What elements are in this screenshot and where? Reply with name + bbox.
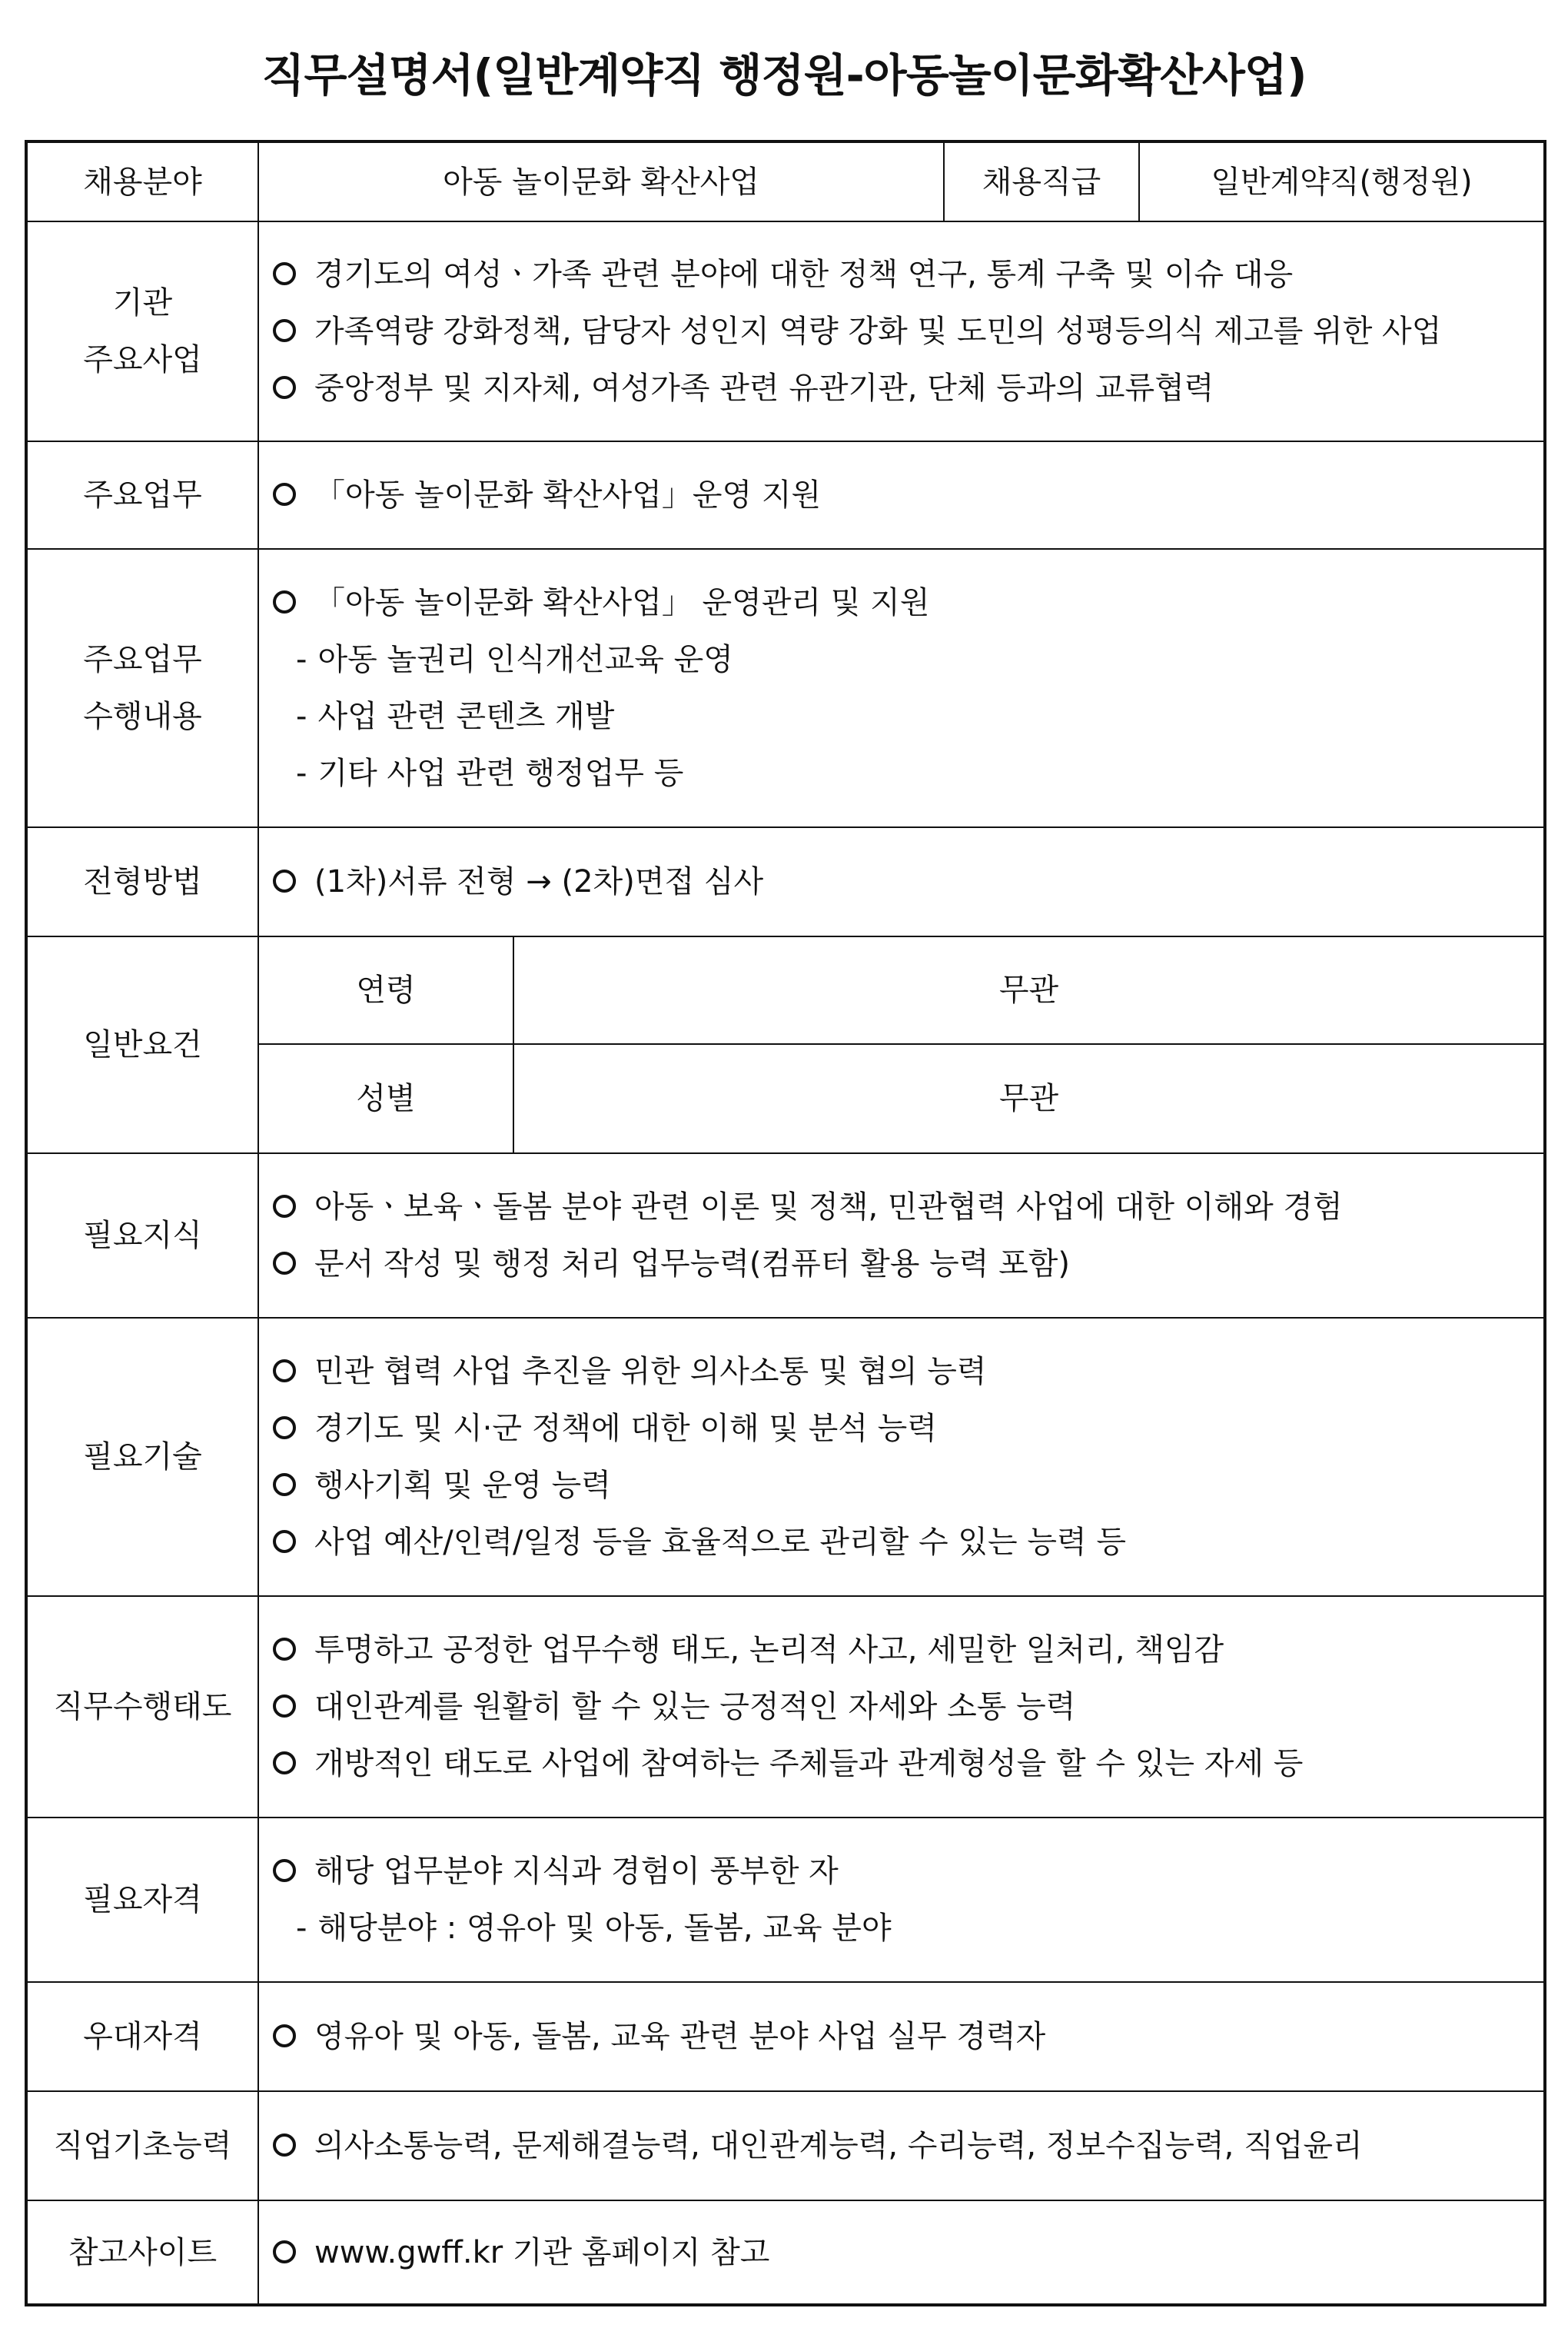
selection-label: 전형방법 <box>26 827 258 936</box>
main-duty-row <box>26 441 1545 549</box>
qualification-row <box>26 1818 1545 1982</box>
circle-bullet-icon <box>273 1473 296 1496</box>
circle-bullet-icon <box>273 376 296 399</box>
knowledge-content <box>258 1153 1545 1318</box>
dash-bullet-icon: - <box>296 699 307 734</box>
general-req-age-row <box>26 936 1545 1044</box>
reference-label: 참고사이트 <box>26 2200 258 2305</box>
selection-content <box>258 827 1545 936</box>
duty-detail-label-line2: 수행내용 <box>83 699 202 734</box>
circle-bullet-icon <box>273 590 296 614</box>
basic-ability-row <box>26 2091 1545 2200</box>
dash-bullet-icon: - <box>296 1911 307 1946</box>
knowledge-row <box>26 1153 1545 1318</box>
dash-bullet-icon: - <box>296 642 307 677</box>
grade-value: 일반계약직(행정원) <box>1139 141 1545 221</box>
circle-bullet-icon <box>273 1530 296 1553</box>
age-label: 연령 <box>258 936 513 1044</box>
list-item: 「아동 놀이문화 확산사업」 운영관리 및 지원 <box>273 574 1536 631</box>
attitude-label: 직무수행태도 <box>26 1596 258 1818</box>
circle-bullet-icon <box>273 870 296 893</box>
document-title: 직무설명서(일반계약직 행정원-아동놀이문화확산사업) <box>261 49 1307 101</box>
grade-label: 채용직급 <box>944 141 1139 221</box>
circle-bullet-icon <box>273 1416 296 1439</box>
skills-content <box>258 1318 1545 1596</box>
circle-bullet-icon <box>273 1252 296 1275</box>
job-description-table <box>25 140 1546 2306</box>
basic-ability-content <box>258 2091 1545 2200</box>
reference-content <box>258 2200 1545 2305</box>
attitude-row <box>26 1596 1545 1818</box>
basic-ability-label: 직업기초능력 <box>26 2091 258 2200</box>
circle-bullet-icon <box>273 1359 296 1382</box>
attitude-content <box>258 1596 1545 1818</box>
skills-label: 필요기술 <box>26 1318 258 1596</box>
org-business-label-line2: 주요사업 <box>83 342 202 377</box>
list-item: 민관 협력 사업 추진을 위한 의사소통 및 협의 능력 <box>273 1343 1536 1400</box>
circle-bullet-icon <box>273 319 296 342</box>
duty-detail-row <box>26 549 1545 827</box>
duty-detail-content <box>258 549 1545 827</box>
list-item: 아동ㆍ보육ㆍ돌봄 분야 관련 이론 및 정책, 민관협력 사업에 대한 이해와 경험 <box>273 1179 1536 1236</box>
list-item: 경기도의 여성ㆍ가족 관련 분야에 대한 정책 연구, 통계 구축 및 이슈 대응 <box>273 246 1536 303</box>
reference-row <box>26 2200 1545 2305</box>
age-value: 무관 <box>513 936 1545 1044</box>
gender-value: 무관 <box>513 1044 1545 1153</box>
list-item: 투명하고 공정한 업무수행 태도, 논리적 사고, 세밀한 일처리, 책임감 <box>273 1621 1536 1678</box>
sub-list-item: - 기타 사업 관련 행정업무 등 <box>273 745 1536 802</box>
circle-bullet-icon <box>273 1751 296 1774</box>
circle-bullet-icon <box>273 2024 296 2047</box>
skills-row <box>26 1318 1545 1596</box>
org-business-label-line1: 기관 <box>112 285 173 321</box>
circle-bullet-icon <box>273 1859 296 1882</box>
org-business-label <box>26 221 258 441</box>
qualification-label: 필요자격 <box>26 1818 258 1982</box>
selection-row <box>26 827 1545 936</box>
list-item: 해당 업무분야 지식과 경험이 풍부한 자 <box>273 1843 1536 1900</box>
org-business-content <box>258 221 1545 441</box>
circle-bullet-icon <box>273 1694 296 1718</box>
preferred-content <box>258 1982 1545 2091</box>
list-item: 가족역량 강화정책, 담당자 성인지 역량 강화 및 도민의 성평등의식 제고를 위한 사업 <box>273 303 1536 360</box>
list-item: 중앙정부 및 지자체, 여성가족 관련 유관기관, 단체 등과의 교류협력 <box>273 360 1536 417</box>
general-req-label: 일반요건 <box>26 936 258 1153</box>
main-duty-content <box>258 441 1545 549</box>
duty-detail-label-line1: 주요업무 <box>83 642 202 677</box>
qualification-content <box>258 1818 1545 1982</box>
preferred-row <box>26 1982 1545 2091</box>
list-item: www.gwff.kr 기관 홈페이지 참고 <box>273 2224 1536 2281</box>
preferred-label: 우대자격 <box>26 1982 258 2091</box>
list-item: 사업 예산/인력/일정 등을 효율적으로 관리할 수 있는 능력 등 <box>273 1514 1536 1571</box>
list-item: 행사기획 및 운영 능력 <box>273 1457 1536 1514</box>
list-item: 개방적인 태도로 사업에 참여하는 주체들과 관계형성을 할 수 있는 자세 등 <box>273 1735 1536 1792</box>
list-item: 「아동 놀이문화 확산사업」운영 지원 <box>273 467 1536 524</box>
circle-bullet-icon <box>273 2240 296 2263</box>
list-item: 대인관계를 원활히 할 수 있는 긍정적인 자세와 소통 능력 <box>273 1678 1536 1735</box>
main-duty-label: 주요업무 <box>26 441 258 549</box>
list-item: 경기도 및 시·군 정책에 대한 이해 및 분석 능력 <box>273 1400 1536 1457</box>
circle-bullet-icon <box>273 262 296 285</box>
circle-bullet-icon <box>273 2133 296 2157</box>
knowledge-label: 필요지식 <box>26 1153 258 1318</box>
circle-bullet-icon <box>273 1195 296 1218</box>
circle-bullet-icon <box>273 483 296 506</box>
sub-list-item: - 사업 관련 콘텐츠 개발 <box>273 688 1536 745</box>
header-row <box>26 141 1545 221</box>
duty-detail-label <box>26 549 258 827</box>
circle-bullet-icon <box>273 1638 296 1661</box>
list-item: (1차)서류 전형 → (2차)면접 심사 <box>273 853 1536 910</box>
field-label: 채용분야 <box>26 141 258 221</box>
org-business-row <box>26 221 1545 441</box>
gender-label: 성별 <box>258 1044 513 1153</box>
field-value: 아동 놀이문화 확산사업 <box>258 141 944 221</box>
list-item: 영유아 및 아동, 돌봄, 교육 관련 분야 사업 실무 경력자 <box>273 2008 1536 2065</box>
sub-list-item: - 해당분야 : 영유아 및 아동, 돌봄, 교육 분야 <box>273 1900 1536 1957</box>
list-item: 의사소통능력, 문제해결능력, 대인관계능력, 수리능력, 정보수집능력, 직업윤리 <box>273 2117 1536 2174</box>
list-item: 문서 작성 및 행정 처리 업무능력(컴퓨터 활용 능력 포함) <box>273 1236 1536 1292</box>
dash-bullet-icon: - <box>296 756 307 791</box>
sub-list-item: - 아동 놀권리 인식개선교육 운영 <box>273 631 1536 688</box>
